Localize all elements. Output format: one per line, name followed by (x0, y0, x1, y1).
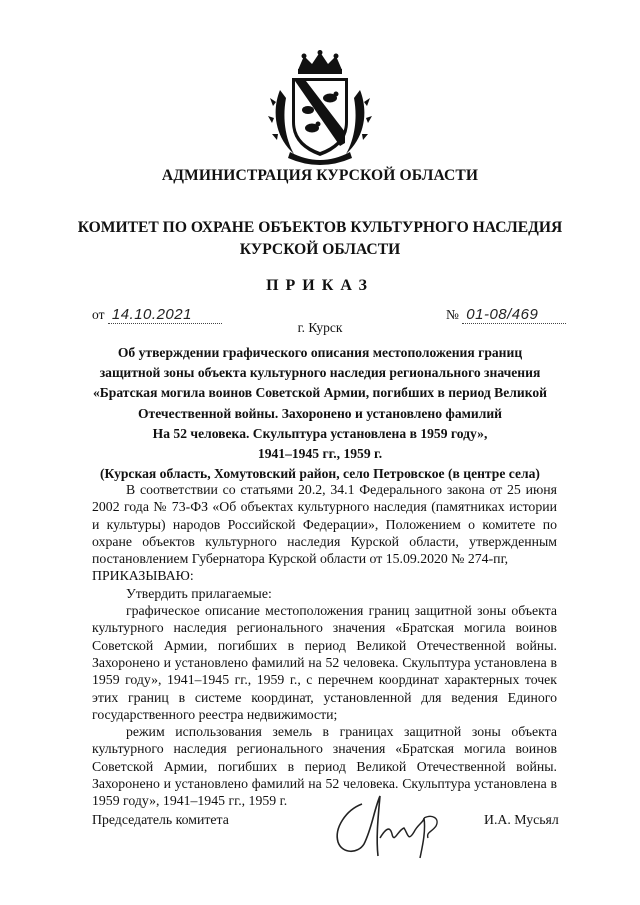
document-type-title: ПРИКАЗ (266, 277, 374, 294)
title-line-7: (Курская область, Хомутовский район, село Петровское (в центре села) (100, 466, 540, 482)
preamble-paragraph: В соответствии со статьями 20.2, 34.1 Федерального закона от 25 июня 2002 года № 73-ФЗ «Об объектах культурного наследия (памятниках истории и культуры) народов Российской Федерации», Положением о комитете по охране объектов культурного наследия Курской области, утвержденным постановлением Губернатора Курской области от 15.09.2020 № 274-пг, (92, 482, 557, 567)
kursk-coat-of-arms-emblem (268, 50, 372, 168)
approved-item-1: графическое описание местоположения границ защитной зоны объекта культурного наследия регионального значения «Братская могила воинов Советской Армии, погибших в период Великой Отечественной войны. Захоронено и установлено фамилий на 52 человека. Скульптура установлена в 1959 году», 1941–1945 гг., 1959 г., с перечнем координат характерных точек этих границ в системе координат, установленной для ведения Единого государственного реестра недвижимости; (92, 603, 557, 722)
order-word: ПРИКАЗЫВАЮ: (92, 568, 194, 584)
date-prefix: от (92, 307, 105, 322)
title-line-5: На 52 человека. Скульптура установлена в 1959 году», (152, 425, 488, 441)
approved-item-2: режим использования земель в границах защитной зоны объекта культурного наследия регионального значения «Братская могила воинов Советской Армии, погибших в период Великой Отечественной войны. Захоронено и установлено фамилий на 52 человека. Скульптура установлена в 1959 году», 1941–1945 гг., 1959 г. (92, 724, 557, 809)
handwritten-signature (328, 788, 446, 862)
order-body (92, 481, 557, 810)
title-line-6: 1941–1945 гг., 1959 г. (257, 446, 383, 462)
committee-heading-line1: КОМИТЕТ ПО ОХРАНЕ ОБЪЕКТОВ КУЛЬТУРНОГО НАСЛЕДИЯ (77, 219, 563, 236)
signatory-name: И.А. Мусьял (484, 812, 559, 827)
committee-heading (0, 217, 640, 261)
date-value: 14.10.2021 (108, 306, 222, 324)
title-line-1: Об утверждении графического описания местоположения границ (117, 345, 523, 360)
number-value: 01-08/469 (462, 306, 566, 324)
title-line-2: защитной зоны объекта культурного наследия регионального значения (99, 365, 541, 381)
administration-heading: АДМИНИСТРАЦИЯ КУРСКОЙ ОБЛАСТИ (161, 167, 479, 184)
committee-heading-line2: КУРСКОЙ ОБЛАСТИ (239, 241, 401, 258)
city-label: г. Курск (297, 320, 343, 335)
title-line-4: Отечественной войны. Захоронено и установлено фамилий (137, 405, 503, 421)
signatory-position: Председатель комитета (92, 812, 229, 827)
number-prefix: № (446, 307, 459, 322)
order-title (80, 343, 560, 484)
approve-paragraph: Утвердить прилагаемые: (126, 585, 272, 601)
title-line-3: «Братская могила воинов Советской Армии, погибших в период Великой (92, 385, 547, 401)
